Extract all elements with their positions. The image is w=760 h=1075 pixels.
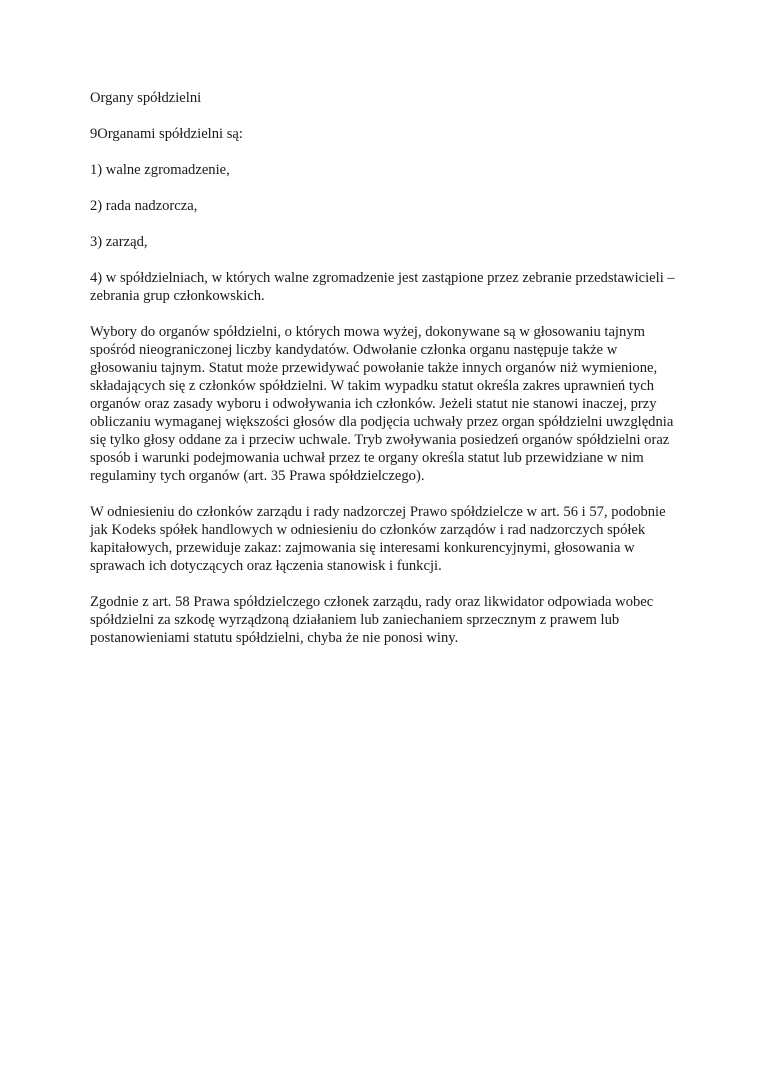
paragraph-liability: Zgodnie z art. 58 Prawa spółdzielczego członek zarządu, rady oraz likwidator odpowiada wobec spółdzielni za szkodę wyrządzoną działaniem lub zaniechaniem sprzecznym z prawem lub postanowieniami statutu spółdzielni, chyba że nie ponosi winy. — [90, 594, 654, 646]
intro-line: 9Organami spółdzielni są: — [90, 126, 243, 142]
paragraph-elections: Wybory do organów spółdzielni, o których mowa wyżej, dokonywane są w głosowaniu tajnym spośród nieograniczonej liczby kandydatów. Odwołanie członka organu następuje także w głosowaniu tajnym. Statut może przewidywać powołanie także innych organów niż wymienione, składających się z członków spółdzielni. W takim wypadku statut określa zakres uprawnień tych organów oraz zasady wyboru i odwoływania ich członków. Jeżeli statut nie stanowi inaczej, przy obliczaniu wymaganej większości głosów dla podjęcia uchwały przez organ spółdzielni uwzględnia się tylko głosy oddane za i przeciw uchwale. Tryb zwoływania posiedzeń organów spółdzielni oraz sposób i warunki podejmowania uchwał przez te organy określa statut lub przewidziane w nim regulaminy tych organów (art. 35 Prawa spółdzielczego). — [90, 324, 674, 484]
list-item: 1) walne zgromadzenie, — [90, 162, 230, 178]
list-item: 2) rada nadzorcza, — [90, 198, 198, 214]
list-item: 4) w spółdzielniach, w których walne zgromadzenie jest zastąpione przez zebranie przedstawicieli – zebrania grup członkowskich. — [90, 270, 675, 304]
paragraph-prohibitions: W odniesieniu do członków zarządu i rady nadzorczej Prawo spółdzielcze w art. 56 i 57, podobnie jak Kodeks spółek handlowych w odniesieniu do członków zarządów i rad nadzorczych spółek kapitałowych, przewiduje zakaz: zajmowania się interesami konkurencyjnymi, głosowania w sprawach ich dotyczących oraz łączenia stanowisk i funkcji. — [90, 504, 666, 574]
document-body — [90, 89, 680, 665]
section-heading: Organy spółdzielni — [90, 90, 202, 106]
list-item: 3) zarząd, — [90, 234, 148, 250]
